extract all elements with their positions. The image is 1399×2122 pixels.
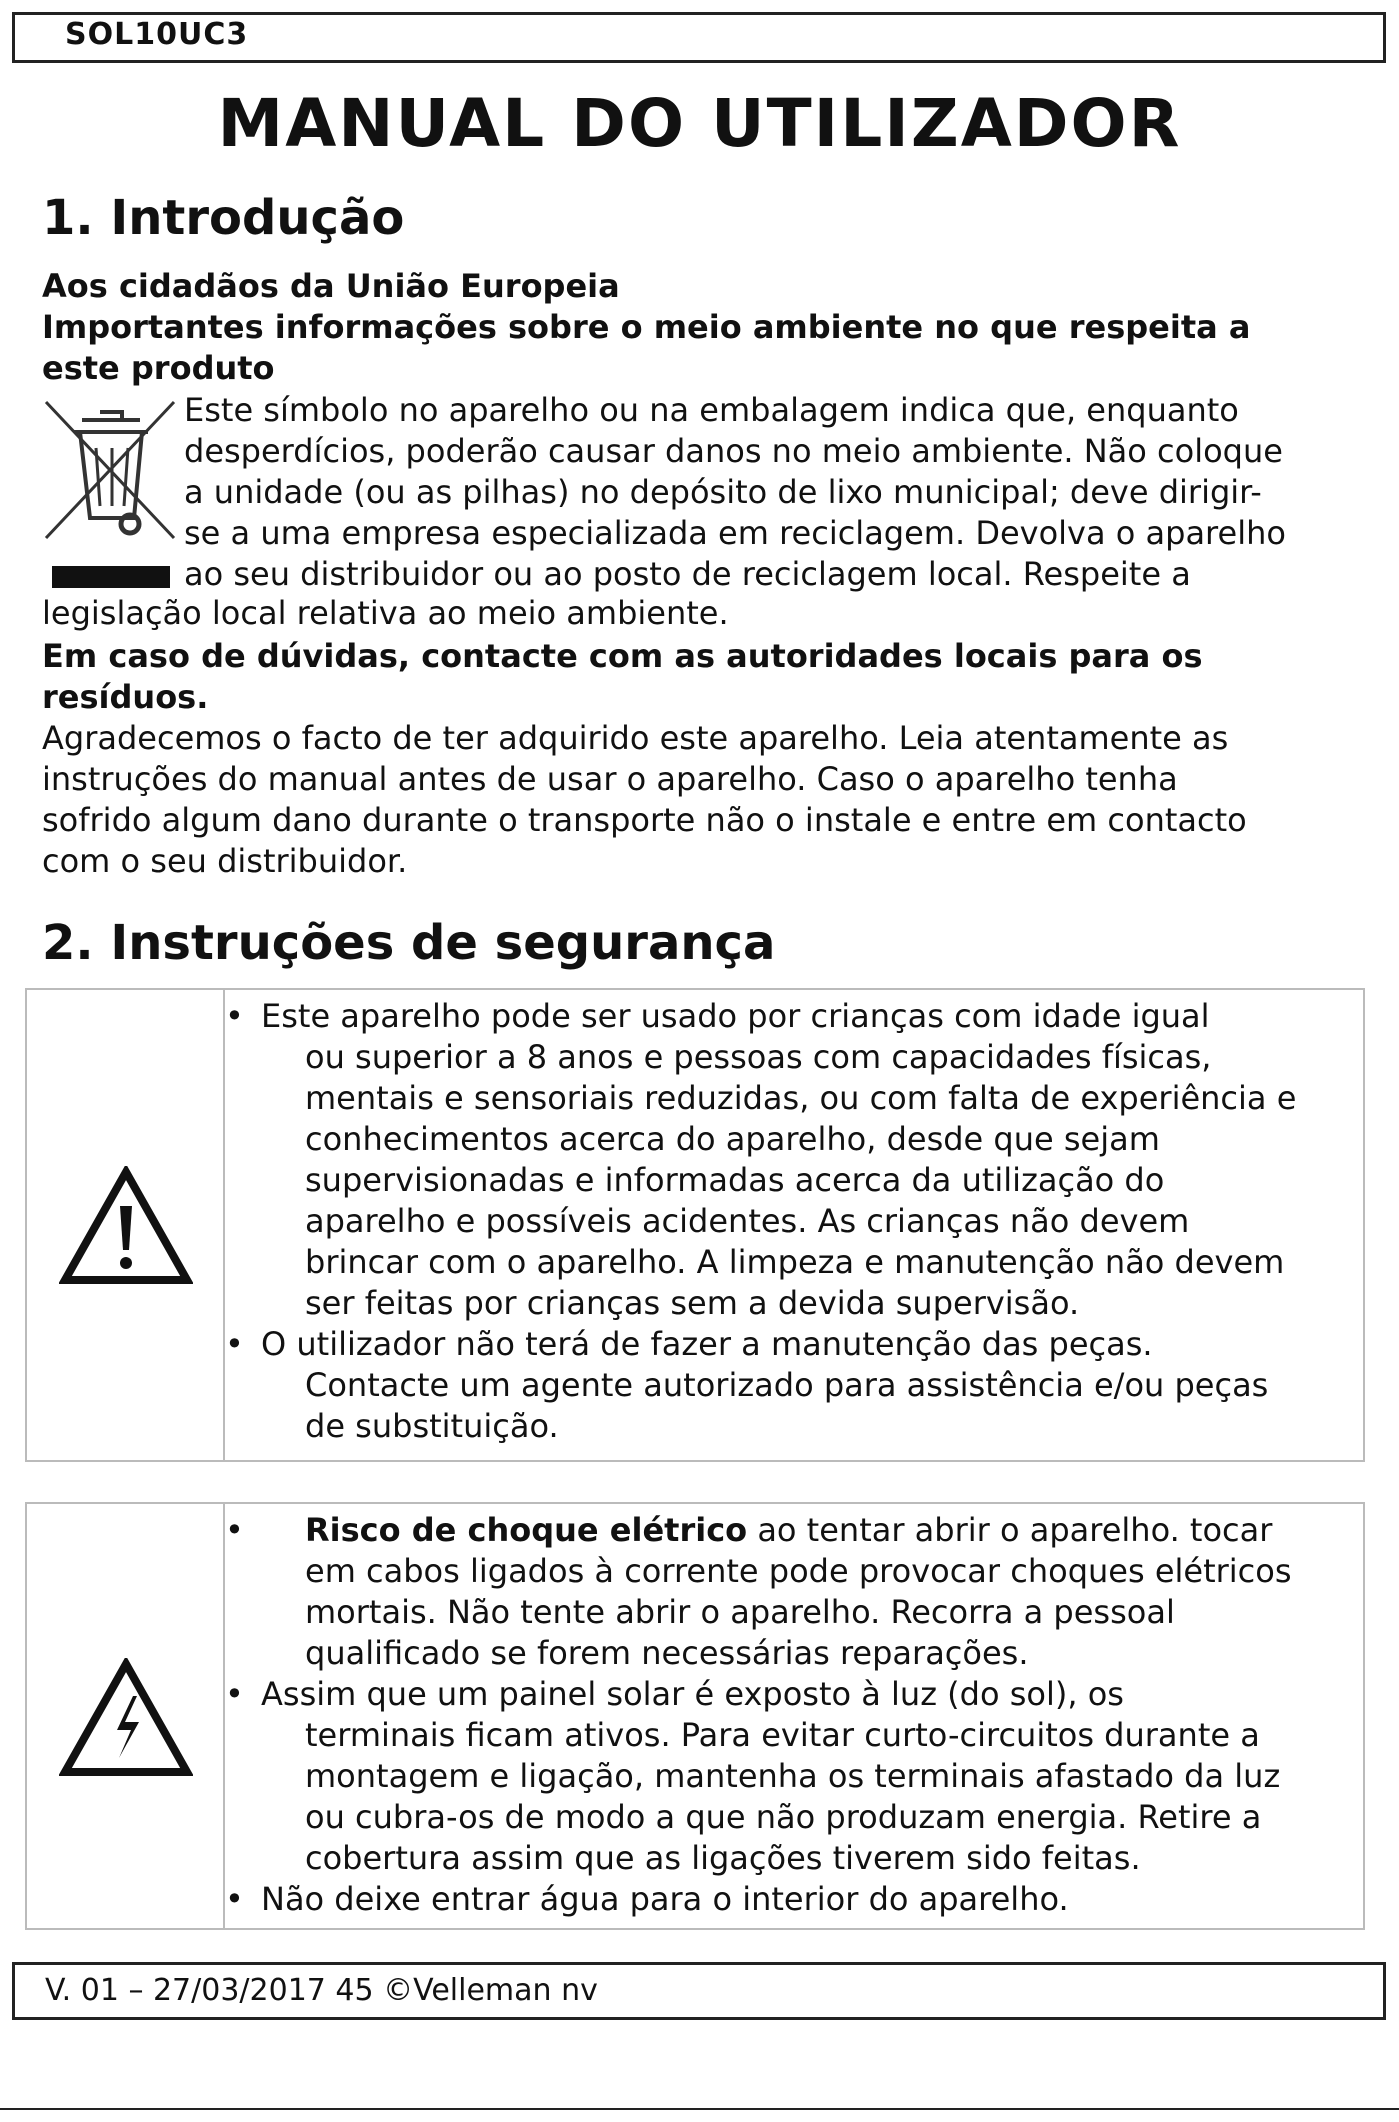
bullet-line: supervisionadas e informadas acerca da utilização do	[305, 1161, 1165, 1199]
bullet-line: ou cubra-os de modo a que não produzam energia. Retire a	[305, 1798, 1262, 1836]
bullet-dot: •	[225, 997, 244, 1035]
bullet-line: Contacte um agente autorizado para assistência e/ou peças	[305, 1366, 1269, 1404]
bullet-dot: •	[225, 1675, 244, 1713]
weee-crossed-bin-icon	[42, 398, 180, 588]
bottom-rule	[0, 2108, 1399, 2110]
electric-shock-icon	[59, 1658, 193, 1780]
footer-box	[12, 1962, 1386, 2020]
section-1-heading: 1. Introdução	[42, 190, 405, 246]
bullet-dot: •	[225, 1325, 244, 1363]
footer-version: V. 01 – 27/03/2017 45 ©Velleman nv	[45, 1973, 598, 2008]
bullet-first-line: O utilizador não terá de fazer a manutenção das peças.	[261, 1325, 1153, 1363]
bullet-line: ou superior a 8 anos e pessoas com capacidades físicas,	[305, 1038, 1212, 1076]
doubts-line2: resíduos.	[42, 678, 209, 716]
eu-citizens-heading: Aos cidadãos da União Europeia	[42, 267, 620, 305]
warning-icon	[59, 1166, 193, 1288]
safety-table-general	[25, 988, 1365, 1462]
bullet-line: conhecimentos acerca do aparelho, desde que sejam	[305, 1120, 1160, 1158]
doubts-line1: Em caso de dúvidas, contacte com as autoridades locais para os	[42, 637, 1203, 675]
bullet-dot: •	[225, 1880, 244, 1918]
thanks-line4: com o seu distribuidor.	[42, 842, 408, 880]
section-2-heading: 2. Instruções de segurança	[42, 915, 776, 971]
bullet-line: cobertura assim que as ligações tiverem sido feitas.	[305, 1839, 1141, 1877]
weee-text-line3: a unidade (ou as pilhas) no depósito de lixo municipal; deve dirigir-	[184, 473, 1262, 511]
bullet-line: ser feitas por crianças sem a devida supervisão.	[305, 1284, 1080, 1322]
bullet-first-line	[261, 1510, 1351, 1551]
thanks-line3: sofrido algum dano durante o transporte não o instale e entre em contacto	[42, 801, 1247, 839]
bullet-line: em cabos ligados à corrente pode provocar choques elétricos	[305, 1552, 1292, 1590]
model-number: SOL10UC3	[65, 17, 249, 52]
weee-text-line6: legislação local relativa ao meio ambiente.	[42, 594, 729, 632]
weee-text-line2: desperdícios, poderão causar danos no meio ambiente. Não coloque	[184, 432, 1283, 470]
bullet-first-line: Este aparelho pode ser usado por crianças com idade igual	[261, 997, 1210, 1035]
bullet-line: brincar com o aparelho. A limpeza e manutenção não devem	[305, 1243, 1285, 1281]
thanks-line2: instruções do manual antes de usar o aparelho. Caso o aparelho tenha	[42, 760, 1178, 798]
bullet-line: aparelho e possíveis acidentes. As crianças não devem	[305, 1202, 1190, 1240]
bullet-dot: •	[225, 1511, 244, 1549]
bullet-line: terminais ficam ativos. Para evitar curto-circuitos durante a	[305, 1716, 1260, 1754]
weee-text-line4: se a uma empresa especializada em reciclagem. Devolva o aparelho	[184, 514, 1286, 552]
manual-title: MANUAL DO UTILIZADOR	[217, 85, 1182, 162]
shock-risk-text: ao tentar abrir o aparelho. tocar	[747, 1511, 1273, 1549]
bullet-first-line: Assim que um painel solar é exposto à luz (do sol), os	[261, 1675, 1124, 1713]
bullet-line: de substituição.	[305, 1407, 559, 1445]
bullet-line: qualificado se forem necessárias reparações.	[305, 1634, 1029, 1672]
weee-text-line1: Este símbolo no aparelho ou na embalagem indica que, enquanto	[184, 391, 1239, 429]
electric-icon-cell	[27, 1504, 225, 1928]
environment-heading-line1: Importantes informações sobre o meio ambiente no que respeita a	[42, 308, 1251, 346]
header-box	[12, 12, 1386, 63]
bullet-line: montagem e ligação, mantenha os terminais afastado da luz	[305, 1757, 1281, 1795]
thanks-line1: Agradecemos o facto de ter adquirido este aparelho. Leia atentamente as	[42, 719, 1229, 757]
environment-heading-line2: este produto	[42, 349, 275, 387]
safety-table-electric	[25, 1502, 1365, 1930]
bullet-line: mentais e sensoriais reduzidas, ou com falta de experiência e	[305, 1079, 1297, 1117]
shock-risk-bold: Risco de choque elétrico	[305, 1511, 748, 1549]
warning-icon-cell	[27, 990, 225, 1460]
bullet-first-line: Não deixe entrar água para o interior do aparelho.	[261, 1880, 1069, 1918]
bullet-line: mortais. Não tente abrir o aparelho. Recorra a pessoal	[305, 1593, 1175, 1631]
weee-text-line5: ao seu distribuidor ou ao posto de reciclagem local. Respeite a	[184, 555, 1191, 593]
